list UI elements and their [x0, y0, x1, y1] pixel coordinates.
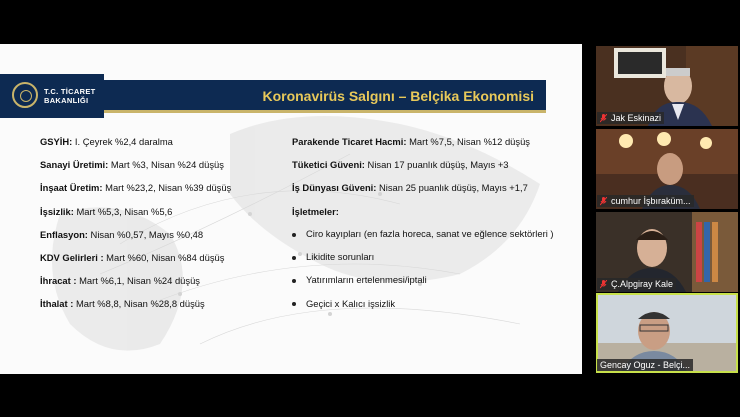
bullet-item — [292, 298, 395, 309]
left-row — [40, 206, 172, 217]
participant-name-1 — [597, 112, 664, 124]
right-value: Mart %7,5, Nisan %12 düşüş — [406, 136, 530, 147]
right-row — [292, 159, 509, 170]
right-row — [292, 182, 528, 193]
participant-tile-4-active-speaker[interactable] — [596, 293, 738, 373]
left-value: Mart %3, Nisan %24 düşüş — [108, 159, 224, 171]
ministry-logo — [0, 74, 104, 118]
bullet-dot-icon — [292, 256, 296, 260]
left-row — [40, 252, 224, 263]
participant-name-text: cumhur İşbıraküm... — [611, 196, 691, 206]
left-label: İşsizlik: — [40, 205, 74, 217]
participant-tile-1[interactable] — [596, 46, 738, 126]
left-value: I. Çeyrek %2,4 daralma — [72, 136, 173, 147]
bullet-dot-icon — [292, 302, 296, 306]
bullet-text: Likidite sorunları — [306, 251, 375, 263]
bullet-item — [292, 274, 427, 285]
right-value: Nisan 17 puanlık düşüş, Mayıs +3 — [364, 159, 509, 171]
participant-name-text: Gencay Oguz - Belçi... — [600, 360, 691, 370]
left-label: İnşaat Üretim: — [40, 182, 103, 194]
left-row — [40, 229, 203, 240]
participant-name-text: Ç.Alpgiray Kale — [611, 279, 674, 289]
left-row — [40, 298, 205, 309]
slide-title: Koronavirüs Salgını – Belçika Ekonomisi — [262, 88, 534, 104]
left-row — [40, 182, 231, 193]
left-label: İhracat : — [40, 275, 77, 287]
logo-text: T.C. TİCARET BAKANLIĞI — [44, 87, 96, 105]
bullet-item — [292, 228, 554, 239]
left-label: İthalat : — [40, 298, 74, 310]
participant-name-text: Jak Eskinazi — [611, 113, 662, 123]
left-value: Mart %6,1, Nisan %24 düşüş — [76, 275, 200, 287]
title-stripe — [104, 110, 546, 113]
left-value: Mart %23,2, Nisan %39 düşüş — [102, 182, 232, 194]
right-row — [292, 206, 339, 217]
right-row — [292, 136, 530, 147]
bottom-bar — [0, 378, 740, 417]
participant-name-2 — [597, 195, 694, 207]
bullet-dot-icon — [292, 233, 296, 237]
top-bar — [0, 0, 740, 44]
left-value: Mart %60, Nisan %84 düşüş — [103, 252, 225, 263]
left-label: GSYİH: — [40, 136, 73, 147]
bullet-item — [292, 251, 374, 262]
right-label: İşletmeler: — [292, 205, 339, 217]
bullet-text: Yatırımların ertelenmesi/iptali — [306, 274, 427, 286]
right-value: Nisan 25 puanlık düşüş, Mayıs +1,7 — [376, 182, 528, 194]
participant-tile-3[interactable] — [596, 212, 738, 292]
mic-muted-icon — [600, 114, 607, 123]
participant-tile-2[interactable] — [596, 129, 738, 209]
left-value: Mart %5,3, Nisan %5,6 — [73, 205, 173, 217]
left-value: Mart %8,8, Nisan %28,8 düşüş — [73, 298, 205, 310]
bullet-text: Geçici x Kalıcı işsizlik — [306, 297, 396, 309]
title-banner — [104, 80, 546, 110]
left-row — [40, 275, 200, 286]
ministry-emblem-icon — [12, 82, 38, 108]
right-label: Tüketici Güveni: — [292, 159, 365, 171]
mic-muted-icon — [600, 197, 607, 206]
left-row — [40, 136, 173, 147]
left-label: Sanayi Üretimi: — [40, 159, 109, 171]
right-label: İş Dünyası Güveni: — [292, 182, 377, 194]
bullet-text: Ciro kayıpları (en fazla horeca, sanat ve eğlence sektörleri ) — [306, 228, 554, 239]
mic-muted-icon — [600, 280, 607, 289]
shared-slide — [0, 44, 582, 374]
participant-name-3 — [597, 278, 676, 290]
bullet-dot-icon — [292, 279, 296, 283]
participant-name-4 — [597, 359, 693, 371]
left-label: Enflasyon: — [40, 228, 88, 240]
left-value: Nisan %0,57, Mayıs %0,48 — [87, 228, 204, 240]
left-row — [40, 159, 224, 170]
right-label: Parakende Ticaret Hacmi: — [292, 136, 407, 147]
left-label: KDV Gelirleri : — [40, 252, 104, 263]
slide-header — [0, 74, 546, 118]
